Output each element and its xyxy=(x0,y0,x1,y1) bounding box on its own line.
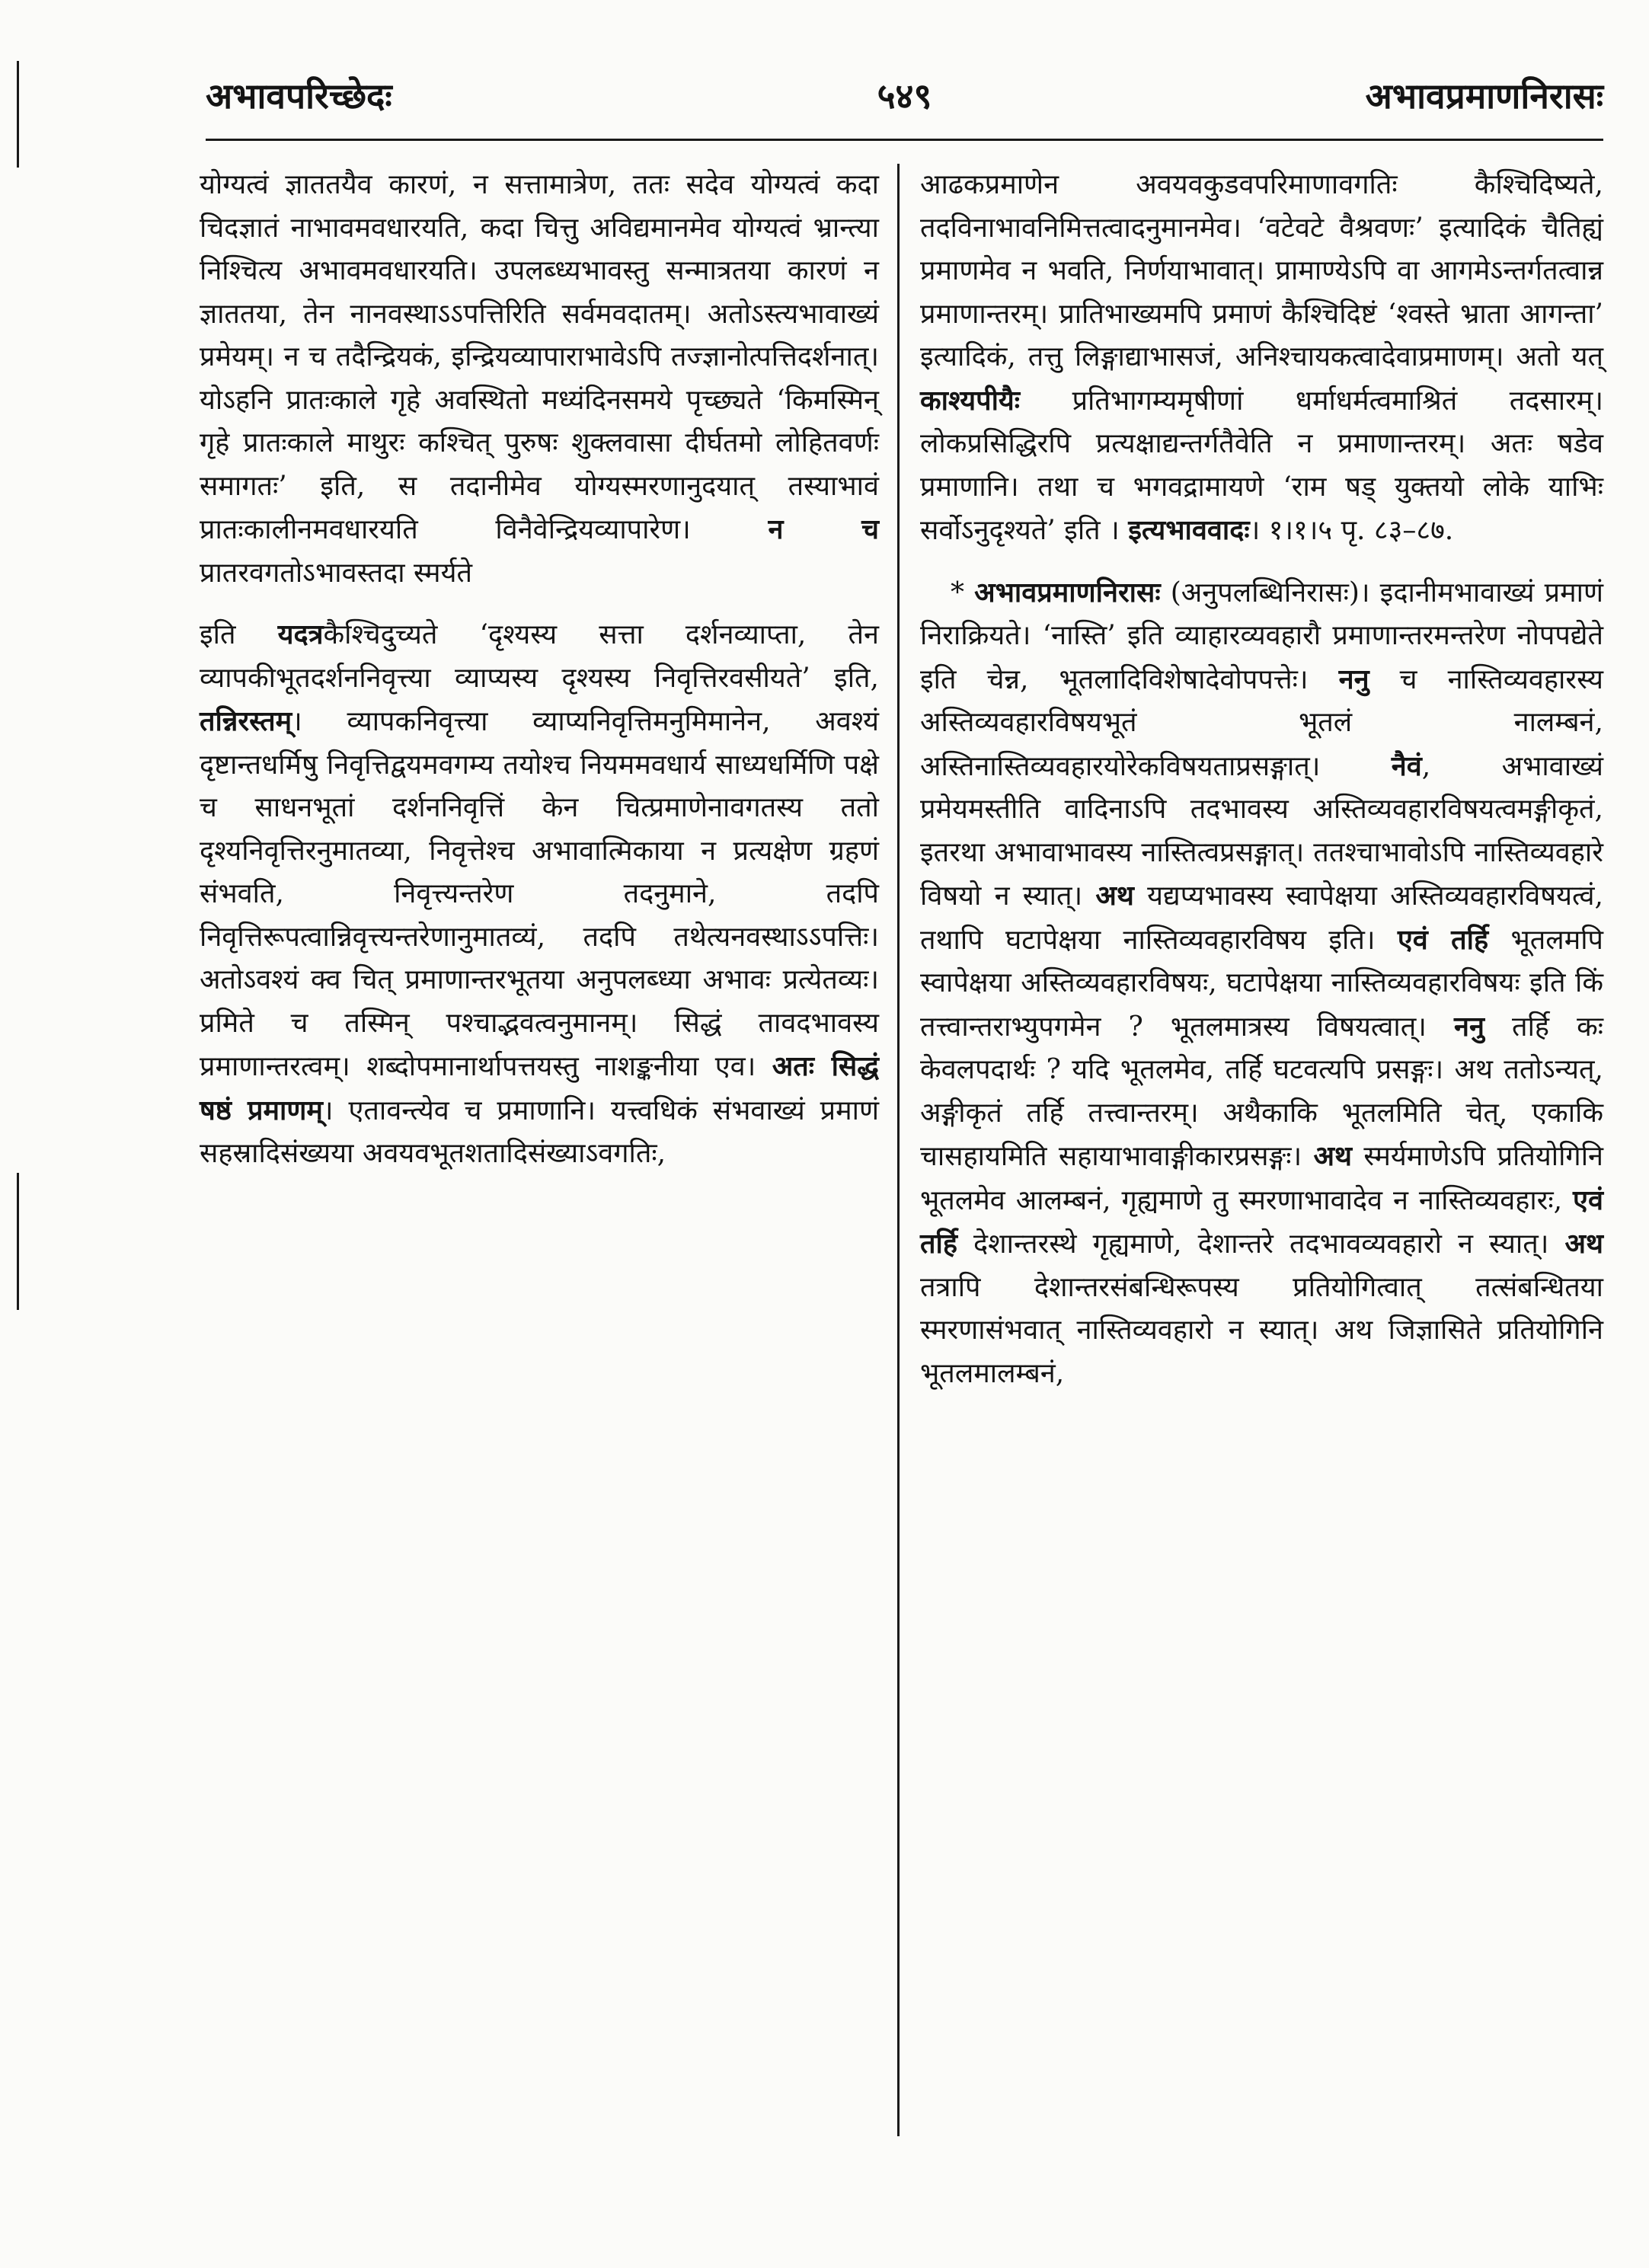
bold-term: अथ xyxy=(1095,880,1134,912)
text-run: आढकप्रमाणेन अवयवकुडवपरिमाणावगतिः कैश्चिदिष्यते, तदविनाभावनिमित्तत्वादनुमानमेव। ‘वटेवटे वैश्रवणः’ इत्यादिकं चैतिह्यं प्रमाणमेव न भवति, निर्णयाभावात्। प्रामाण्येऽपि वा आगमेऽन्तर्गतत्वान्न प्रमाणान्तरम्। प्रातिभाख्यमपि प्रमाणं कैश्चिदिष्टं ‘श्वस्ते भ्राता आगन्ता’ इत्यादिकं, तत्तु लिङ्गाद्याभासजं, अनिश्चायकत्वादेवाप्रमाणम्। अतो यत् xyxy=(920,169,1603,372)
page-header xyxy=(206,69,1603,123)
paragraph xyxy=(200,164,879,595)
bold-term: एवं तर्हि xyxy=(1397,923,1489,956)
bold-term: अतः सिद्धं षष्ठं प्रमाणम् xyxy=(200,1050,880,1126)
column-divider xyxy=(897,164,900,2136)
paragraph xyxy=(920,164,1603,553)
bold-term: तन्निरस्तम् xyxy=(200,705,292,737)
bold-term: यदत्र xyxy=(277,618,324,650)
right-column xyxy=(920,164,1603,1395)
bold-term: काश्यपीयैः xyxy=(920,384,1021,417)
bold-term: ननु xyxy=(1454,1010,1484,1043)
text-run: प्रतिभागम्यमृषीणां धर्माधर्मत्वमाश्रितं तदसारम्। लोकप्रसिद्धिरपि प्रत्यक्षाद्यन्तर्गतैवेति न प्रमाणान्तरम्। अतः षडेव प्रमाणानि। तथा च भगवद्रामायणे ‘राम षड् युक्तयो लोके याभिः सर्वोऽनुदृश्यते’ इति । xyxy=(920,385,1603,546)
page-number: ५४९ xyxy=(877,75,932,117)
section-paragraph xyxy=(920,571,1603,1396)
running-title-left: अभावपरिच्छेदः xyxy=(206,75,392,117)
running-title-right: अभावप्रमाणनिरासः xyxy=(1365,75,1603,117)
text-run: योग्यत्वं ज्ञाततयैव कारणं, न सत्तामात्रेण, ततः सदेव योग्यत्वं कदा चिदज्ञातं नाभावमवधारयति, कदा चित्तु अविद्यमानमेव योग्यत्वं भ्रान्त्या निश्चित्य अभावमवधारयति। उपलब्ध्यभावस्तु सन्मात्रतया कारणं न ज्ञाततया, तेन नानवस्थाऽऽपत्तिरिति सर्वमवदातम्। अतोऽस्त्यभावाख्यं प्रमेयम्। न च तदैन्द्रियकं, इन्द्रियव्यापाराभावेऽपि तज्ज्ञानोत्पत्तिदर्शनात्। योऽहनि प्रातःकाले गृहे अवस्थितो मध्यंदिनसमये पृच्छ्यते ‘किमस्मिन् गृहे प्रातःकाले माथुरः कश्चित् पुरुषः शुक्लवासा दीर्घतमो लोहितवर्णः समागतः’ इति, स तदानीमेव योग्यस्मरणानुदयात् तस्याभावं प्रातःकालीनमवधारयति विनैवेन्द्रियव्यापारेण। xyxy=(200,169,879,545)
bold-term: नैवं xyxy=(1391,749,1422,782)
bold-term: अथ xyxy=(1564,1228,1604,1260)
text-run: । व्यापकनिवृत्त्या व्याप्यनिवृत्तिमनुमिमानेन, अवश्यं दृष्टान्तधर्मिषु निवृत्तिद्वयमवगम्य तयोश्च नियममवधार्य साध्यधर्मिणि पक्षे च साधनभूतां दर्शननिवृत्तिं केन चित्प्रमाणेनावगतस्य ततो दृश्यनिवृत्तिरनुमातव्या, निवृत्तेश्च अभावात्मिकाया न प्रत्यक्षेण ग्रहणं संभवति, निवृत्त्यन्तरेण तदनुमाने, तदपि निवृत्तिरूपत्वान्निवृत्त्यन्तरेणानुमातव्यं, तदपि तथेत्यनवस्थाऽऽपत्तिः। अतोऽवश्यं क्व चित् प्रमाणान्तरभूतया अनुपलब्ध्या अभावः प्रत्येतव्यः। प्रमिते च तस्मिन् पश्चाद्भवत्वनुमानम्। सिद्धं तावदभावस्य प्रमाणान्तरत्वम्। शब्दोपमानार्थापत्तयस्तु नाशङ्कनीया एव। xyxy=(200,706,879,1082)
scan-edge-line xyxy=(17,1173,19,1310)
text-run: कैश्चिदुच्यते ‘दृश्यस्य सत्ता दर्शनव्याप्ता, तेन व्यापकीभूतदर्शननिवृत्त्या व्याप्यस्य दृश्यस्य निवृत्तिरवसीयते’ इति, xyxy=(200,619,879,694)
text-run: , अभावाख्यं प्रमेयमस्तीति वादिनाऽपि तदभावस्य अस्तिव्यवहारविषयत्वमङ्गीकृतं, इतरथा अभावाभावस्य नास्तित्वप्रसङ्गात्। ततश्चाभावोऽपि नास्तिव्यवहारे विषयो न स्यात्। xyxy=(920,750,1603,912)
section-heading: अभावप्रमाणनिरासः xyxy=(974,576,1161,609)
text-run: भूतलमपि स्वापेक्षया अस्तिव्यवहारविषयः, घटापेक्षया नास्तिव्यवहारविषयः इति किं तत्त्वान्तराभ्युपगमेन ? भूतलमात्रस्य विषयत्वात्। xyxy=(920,924,1603,1043)
text-run: (अनुपलब्धिनिरासः)। इदानीमभावाख्यं प्रमाणं निराक्रियते। ‘नास्ति’ इति व्याहारव्यवहारौ प्रमाणान्तरमन्तरेण नोपपद्येते इति चेन्न, भूतलादिविशेषादेवोपपत्तेः। xyxy=(920,577,1603,695)
header-rule xyxy=(206,139,1603,141)
asterisk-marker: * xyxy=(951,577,975,609)
text-run: । एतावन्त्येव च प्रमाणानि। यत्त्वधिकं संभवाख्यं प्रमाणं सहस्रादिसंख्यया अवयवभूतशतादिसंख्याऽवगतिः, xyxy=(200,1094,879,1169)
text-run: स्मर्यमाणेऽपि प्रतियोगिनि भूतलमेव आलम्बनं, गृह्यमाणे तु स्मरणाभावादेव न नास्तिव्यवहारः, xyxy=(920,1141,1603,1216)
text-run: देशान्तरस्थे गृह्यमाणे, देशान्तरे तदभावव्यवहारो न स्यात्। xyxy=(973,1228,1549,1260)
text-run: तत्रापि देशान्तरसंबन्धिरूपस्य प्रतियोगित्वात् तत्संबन्धितया स्मरणासंभवात् नास्तिव्यवहारो न स्यात्। अथ जिज्ञासिते प्रतियोगिनि भूतलमालम्बनं, xyxy=(920,1271,1603,1389)
text-run: इति xyxy=(200,619,236,650)
bold-term: ननु xyxy=(1338,663,1369,695)
text-run: प्रातरवगतोऽभावस्तदा स्मर्यते xyxy=(200,557,472,589)
text-run: । १।१।५ पृ. ८३–८७. xyxy=(1249,515,1454,546)
left-column xyxy=(200,164,879,1176)
bold-term: इत्यभाववादः xyxy=(1128,514,1250,546)
text-run: च नास्तिव्यवहारस्य अस्तिव्यवहारविषयभूतं भूतलं नालम्बनं, अस्तिनास्तिव्यवहारयोरेकविषयताप्रसङ्गात्। xyxy=(920,663,1603,782)
bold-term: एवं तर्हि xyxy=(920,1184,1603,1260)
scan-edge-line xyxy=(17,61,19,168)
paragraph xyxy=(200,613,879,1176)
bold-term: न च xyxy=(768,513,879,545)
text-run: यद्यप्यभावस्य स्वापेक्षया अस्तिव्यवहारविषयत्वं, तथापि घटापेक्षया नास्तिव्यवहारविषय इति। xyxy=(920,880,1603,956)
bold-term: अथ xyxy=(1313,1140,1353,1172)
text-run: तर्हि कः केवलपदार्थः ? यदि भूतलमेव, तर्हि घटवत्यपि प्रसङ्गः। अथ ततोऽन्यत्, अङ्गीकृतं तर्हि तत्त्वान्तरम्। अथैकाकि भूतलमिति चेत्, एकाकि चासहायमिति सहायाभावाङ्गीकारप्रसङ्गः। xyxy=(920,1011,1603,1172)
